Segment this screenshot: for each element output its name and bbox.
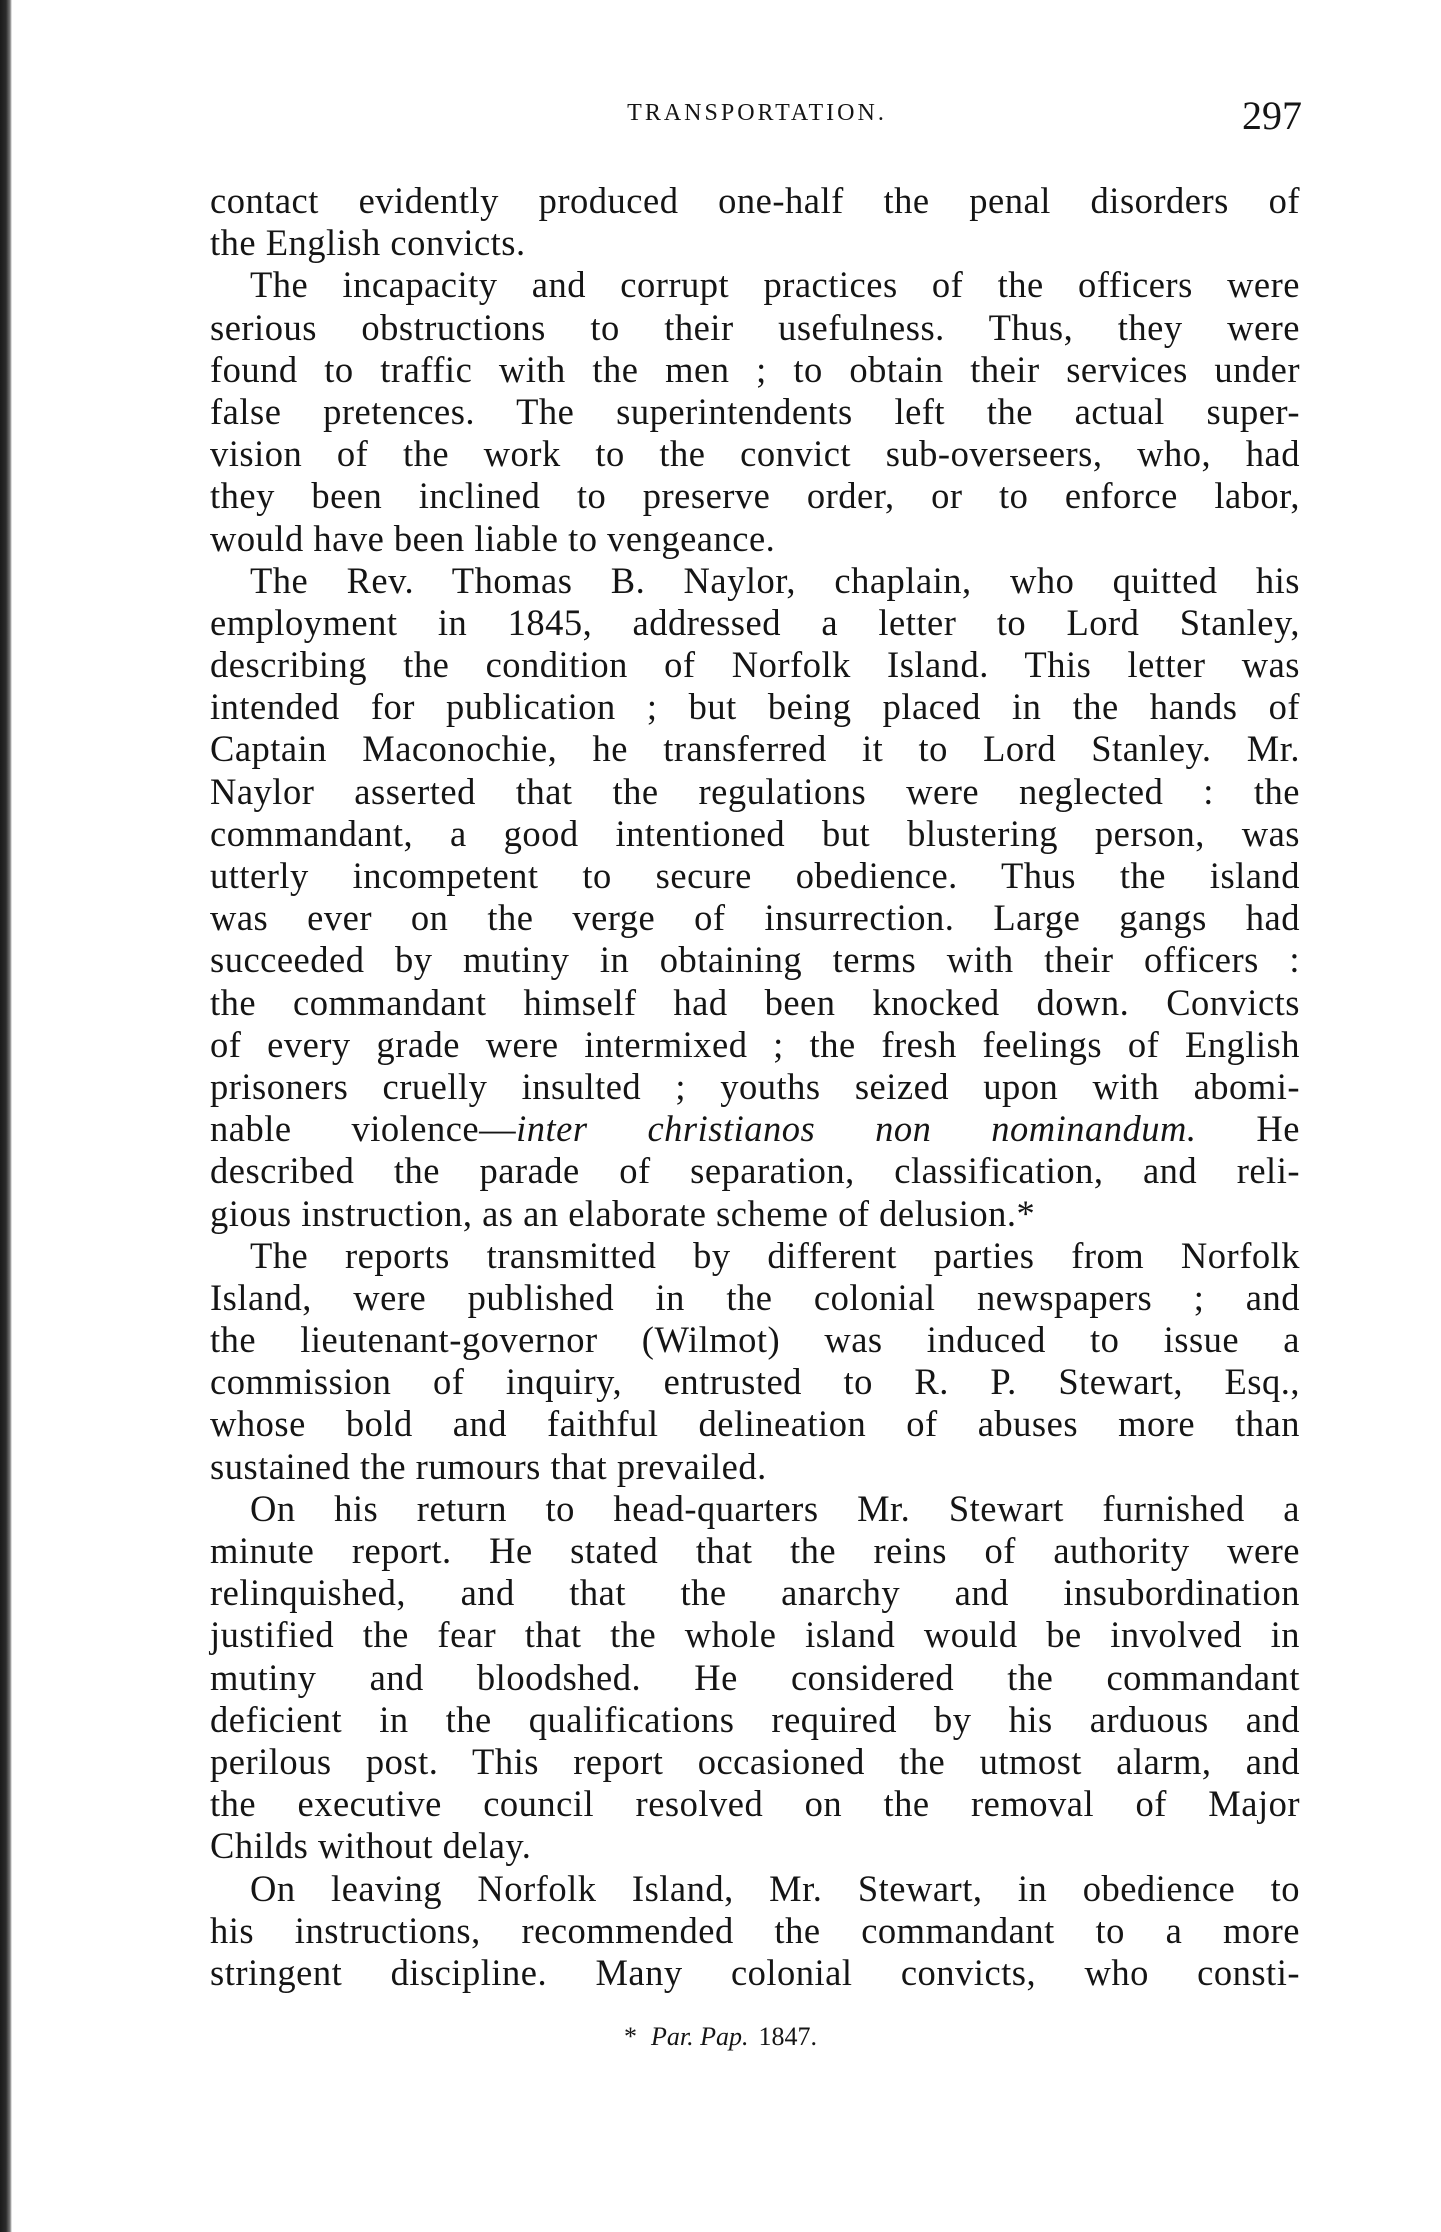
text-line: they been inclined to preserve order, or to enforce labor, [210, 475, 1300, 517]
footnote-year: 1847. [758, 2022, 817, 2051]
text-segment: nable violence— [210, 1108, 517, 1150]
footnote-mark: * [624, 2022, 637, 2051]
text-line: relinquished, and that the anarchy and insubordination [210, 1572, 1300, 1614]
text-line: contact evidently produced one-half the penal disorders of [210, 180, 1300, 221]
running-title: TRANSPORTATION. [627, 100, 887, 126]
text-line: On leaving Norfolk Island, Mr. Stewart, in obedience to [250, 1867, 1300, 1909]
text-line: stringent discipline. Many colonial convicts, who consti- [210, 1951, 1300, 1993]
running-head [212, 93, 1302, 148]
text-line: employment in 1845, addressed a letter to Lord Stanley, [210, 601, 1300, 643]
text-line: the English convicts. [210, 222, 526, 264]
text-line: succeeded by mutiny in obtaining terms with their officers : [210, 939, 1300, 981]
text-segment: He [1196, 1108, 1300, 1150]
text-line: would have been liable to vengeance. [210, 517, 776, 559]
text-line: the executive council resolved on the removal of Major [210, 1783, 1300, 1825]
text-line: false pretences. The superintendents left the actual super- [210, 390, 1300, 432]
text-line: serious obstructions to their usefulness. Thus, they were [210, 306, 1300, 348]
text-line: perilous post. This report occasioned the utmost alarm, and [210, 1740, 1300, 1782]
text-line: his instructions, recommended the commandant to a more [210, 1909, 1300, 1951]
text-line: vision of the work to the convict sub-overseers, who, had [210, 433, 1300, 475]
text-line: Naylor asserted that the regulations were neglected : the [210, 770, 1300, 812]
text-line: found to traffic with the men ; to obtain their services under [210, 348, 1300, 390]
text-line: describing the condition of Norfolk Island. This letter was [210, 644, 1300, 686]
text-line: utterly incompetent to secure obedience. Thus the island [210, 855, 1300, 896]
text-line: Captain Maconochie, he transferred it to Lord Stanley. Mr. [210, 728, 1300, 770]
latin-phrase: inter christianos non nominandum. [516, 1108, 1197, 1150]
text-line: of every grade were intermixed ; the fresh feelings of English [210, 1023, 1300, 1065]
text-line: gious instruction, as an elaborate scheme of delusion.* [210, 1192, 1036, 1234]
text-line: minute report. He stated that the reins of authority were [210, 1530, 1300, 1571]
text-line: described the parade of separation, classification, and reli- [210, 1150, 1300, 1192]
text-line: whose bold and faithful delineation of abuses more than [210, 1403, 1300, 1445]
text-line: the lieutenant-governor (Wilmot) was induced to issue a [210, 1319, 1300, 1361]
text-line: was ever on the verge of insurrection. Large gangs had [210, 897, 1300, 939]
text-line: The Rev. Thomas B. Naylor, chaplain, who quitted his [250, 559, 1300, 601]
text-line: commission of inquiry, entrusted to R. P. Stewart, Esq., [210, 1361, 1300, 1403]
footnote [0, 2022, 1441, 2052]
text-line: prisoners cruelly insulted ; youths seized upon with abomi- [210, 1065, 1300, 1107]
text-line: On his return to head-quarters Mr. Stewart furnished a [250, 1487, 1300, 1529]
footnote-source: Par. Pap. [651, 2022, 749, 2051]
body-text [210, 180, 1300, 1994]
page-binding-edge [0, 0, 12, 2232]
text-line: The incapacity and corrupt practices of the officers were [250, 264, 1300, 306]
text-line-latin [210, 1108, 1300, 1150]
text-line: Island, were published in the colonial newspapers ; and [210, 1276, 1300, 1318]
text-line: deficient in the qualifications required by his arduous and [210, 1698, 1300, 1740]
text-line: The reports transmitted by different parties from Norfolk [250, 1234, 1300, 1276]
text-line: the commandant himself had been knocked down. Convicts [210, 981, 1300, 1023]
text-line: Childs without delay. [210, 1825, 532, 1867]
text-line: commandant, a good intentioned but blustering person, was [210, 812, 1300, 854]
text-line: sustained the rumours that prevailed. [210, 1445, 767, 1487]
text-line: justified the fear that the whole island would be involved in [210, 1614, 1300, 1656]
text-line: mutiny and bloodshed. He considered the commandant [210, 1656, 1300, 1698]
text-line: intended for publication ; but being placed in the hands of [210, 686, 1300, 728]
page-number: 297 [1242, 93, 1302, 138]
